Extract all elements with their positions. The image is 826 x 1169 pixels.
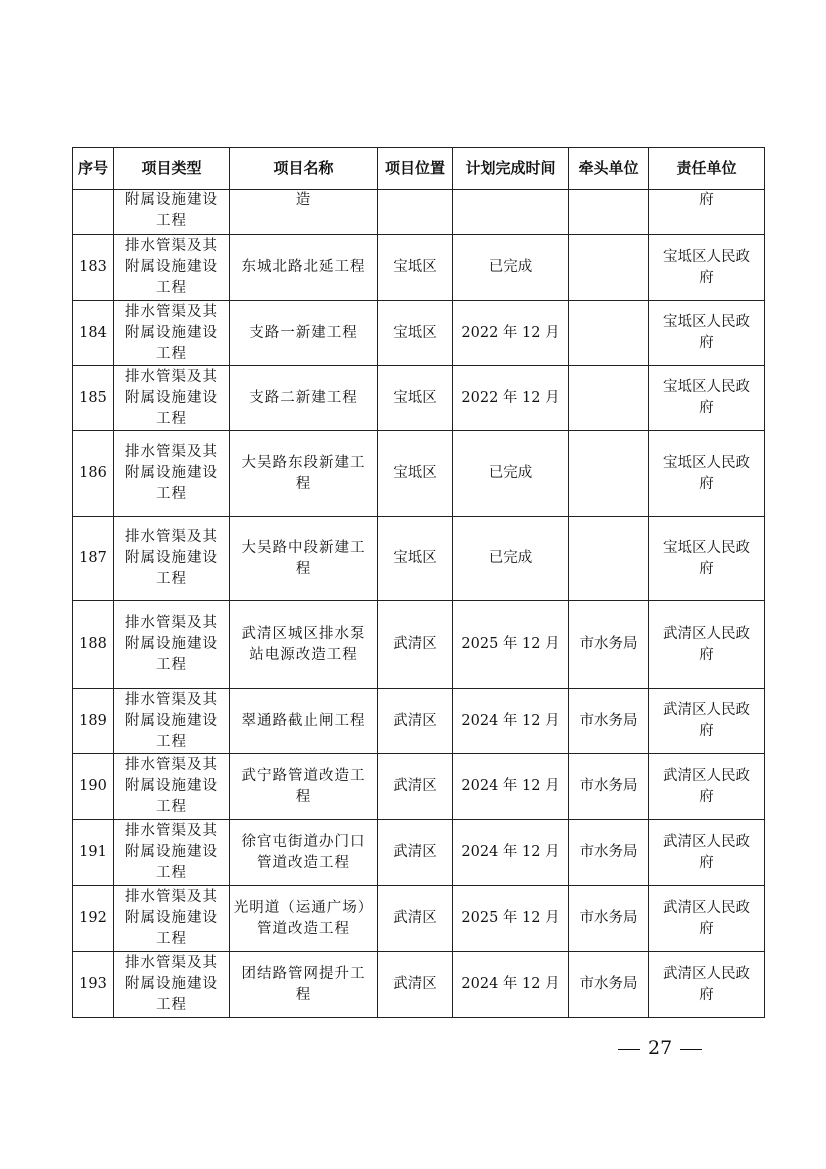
cell-type: 排水管渠及其 附属设施建设 工程 — [114, 601, 230, 689]
header-resp: 责任单位 — [649, 148, 765, 190]
cell-type: 排水管渠及其 附属设施建设 工程 — [114, 689, 230, 754]
cell-resp: 宝坻区人民政 府 — [649, 301, 765, 366]
cell-resp: 武清区人民政 府 — [649, 754, 765, 820]
header-row — [73, 148, 765, 190]
cell-name: 大吴路中段新建工 程 — [230, 517, 378, 601]
cell-resp: 府 — [649, 190, 765, 235]
cell-location: 宝坻区 — [378, 235, 453, 301]
cell-time: 2022 年 12 月 — [453, 301, 569, 366]
cell-name: 武清区城区排水泵 站电源改造工程 — [230, 601, 378, 689]
cell-type: 排水管渠及其 附属设施建设 工程 — [114, 235, 230, 301]
cell-lead — [569, 517, 649, 601]
cell-time: 已完成 — [453, 235, 569, 301]
cell-location: 武清区 — [378, 952, 453, 1018]
table-row — [73, 235, 765, 301]
cell-no: 183 — [73, 235, 114, 301]
cell-lead: 市水务局 — [569, 601, 649, 689]
page-number-text: 27 — [648, 1037, 673, 1059]
cell-time: 2025 年 12 月 — [453, 886, 569, 952]
dash-right — [680, 1049, 702, 1050]
cell-location: 武清区 — [378, 689, 453, 754]
table-row — [73, 886, 765, 952]
table-row — [73, 517, 765, 601]
cell-resp: 宝坻区人民政 府 — [649, 366, 765, 431]
cell-no: 189 — [73, 689, 114, 754]
cell-name: 光明道（运通广场） 管道改造工程 — [230, 886, 378, 952]
cell-resp: 武清区人民政 府 — [649, 952, 765, 1018]
cell-location: 武清区 — [378, 820, 453, 886]
continuation-row — [73, 190, 765, 235]
cell-no: 193 — [73, 952, 114, 1018]
cell-name: 徐官屯街道办门口 管道改造工程 — [230, 820, 378, 886]
table-row — [73, 431, 765, 517]
cell-name: 支路一新建工程 — [230, 301, 378, 366]
table-row — [73, 689, 765, 754]
table-row — [73, 301, 765, 366]
cell-no: 185 — [73, 366, 114, 431]
cell-time: 2024 年 12 月 — [453, 689, 569, 754]
cell-type: 附属设施建设 工程 — [114, 190, 230, 235]
cell-no: 184 — [73, 301, 114, 366]
cell-type: 排水管渠及其 附属设施建设 工程 — [114, 366, 230, 431]
cell-no: 187 — [73, 517, 114, 601]
cell-lead: 市水务局 — [569, 754, 649, 820]
cell-time: 2024 年 12 月 — [453, 754, 569, 820]
table-row — [73, 820, 765, 886]
cell-name: 大吴路东段新建工 程 — [230, 431, 378, 517]
project-table — [72, 147, 765, 1018]
cell-name: 支路二新建工程 — [230, 366, 378, 431]
cell-lead — [569, 366, 649, 431]
cell-no: 186 — [73, 431, 114, 517]
cell-resp: 宝坻区人民政 府 — [649, 517, 765, 601]
cell-time: 2022 年 12 月 — [453, 366, 569, 431]
cell-location: 武清区 — [378, 601, 453, 689]
header-name: 项目名称 — [230, 148, 378, 190]
cell-lead — [569, 190, 649, 235]
cell-time: 已完成 — [453, 517, 569, 601]
cell-lead — [569, 235, 649, 301]
header-lead: 牵头单位 — [569, 148, 649, 190]
header-location: 项目位置 — [378, 148, 453, 190]
cell-location: 宝坻区 — [378, 301, 453, 366]
cell-location: 宝坻区 — [378, 366, 453, 431]
cell-no: 191 — [73, 820, 114, 886]
cell-name: 东城北路北延工程 — [230, 235, 378, 301]
cell-type: 排水管渠及其 附属设施建设 工程 — [114, 886, 230, 952]
cell-type: 排水管渠及其 附属设施建设 工程 — [114, 431, 230, 517]
cell-lead: 市水务局 — [569, 689, 649, 754]
cell-resp: 宝坻区人民政 府 — [649, 235, 765, 301]
cell-resp: 武清区人民政 府 — [649, 820, 765, 886]
cell-lead: 市水务局 — [569, 952, 649, 1018]
table-row — [73, 754, 765, 820]
cell-lead: 市水务局 — [569, 820, 649, 886]
header-type: 项目类型 — [114, 148, 230, 190]
cell-resp: 武清区人民政 府 — [649, 689, 765, 754]
cell-name: 造 — [230, 190, 378, 235]
cell-name: 团结路管网提升工 程 — [230, 952, 378, 1018]
dash-left — [618, 1049, 640, 1050]
cell-lead — [569, 301, 649, 366]
cell-name: 翠通路截止闸工程 — [230, 689, 378, 754]
cell-lead — [569, 431, 649, 517]
cell-resp: 武清区人民政 府 — [649, 886, 765, 952]
cell-lead: 市水务局 — [569, 886, 649, 952]
cell-time: 2024 年 12 月 — [453, 952, 569, 1018]
cell-type: 排水管渠及其 附属设施建设 工程 — [114, 517, 230, 601]
table-row — [73, 601, 765, 689]
cell-location: 武清区 — [378, 886, 453, 952]
cell-location: 宝坻区 — [378, 517, 453, 601]
cell-type: 排水管渠及其 附属设施建设 工程 — [114, 301, 230, 366]
cell-resp: 武清区人民政 府 — [649, 601, 765, 689]
cell-resp: 宝坻区人民政 府 — [649, 431, 765, 517]
table-row — [73, 952, 765, 1018]
cell-no: 188 — [73, 601, 114, 689]
cell-name: 武宁路管道改造工 程 — [230, 754, 378, 820]
header-no: 序号 — [73, 148, 114, 190]
page-number — [610, 1037, 710, 1063]
cell-time: 2025 年 12 月 — [453, 601, 569, 689]
cell-type: 排水管渠及其 附属设施建设 工程 — [114, 754, 230, 820]
cell-time: 2024 年 12 月 — [453, 820, 569, 886]
cell-no: 190 — [73, 754, 114, 820]
cell-type: 排水管渠及其 附属设施建设 工程 — [114, 820, 230, 886]
table-row — [73, 366, 765, 431]
cell-type: 排水管渠及其 附属设施建设 工程 — [114, 952, 230, 1018]
cell-location — [378, 190, 453, 235]
header-time: 计划完成时间 — [453, 148, 569, 190]
cell-time: 已完成 — [453, 431, 569, 517]
cell-location: 宝坻区 — [378, 431, 453, 517]
cell-time — [453, 190, 569, 235]
cell-no — [73, 190, 114, 235]
cell-no: 192 — [73, 886, 114, 952]
cell-location: 武清区 — [378, 754, 453, 820]
